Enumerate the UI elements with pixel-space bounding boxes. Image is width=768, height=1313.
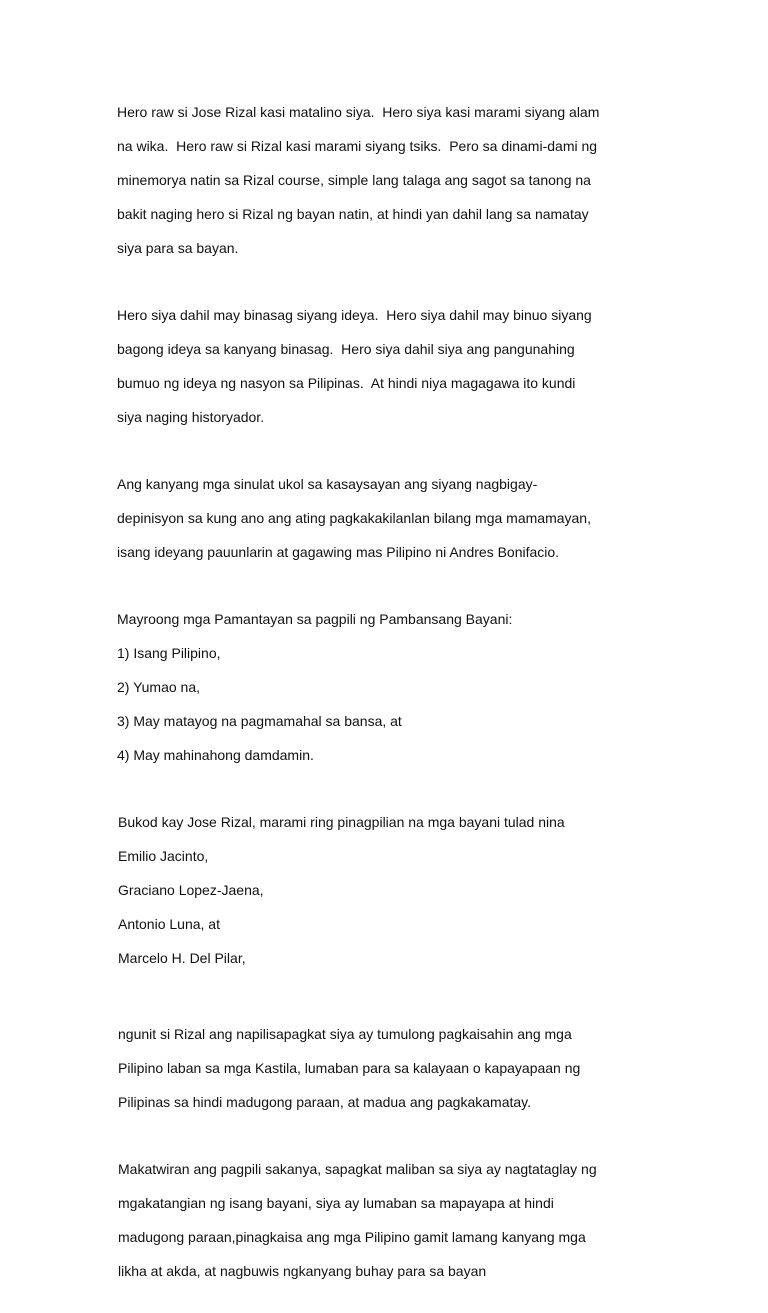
list-item: 3) May matayog na pagmamahal sa bansa, at	[117, 713, 402, 729]
paragraph-3	[117, 459, 677, 578]
text-line: bakit naging hero si Rizal ng bayan natin, at hindi yan dahil lang sa namatay	[117, 206, 589, 222]
heroes-list	[117, 797, 677, 984]
list-heading: Bukod kay Jose Rizal, marami ring pinagpilian na mga bayani tulad nina	[118, 814, 565, 830]
text-line: ngunit si Rizal ang napilisapagkat siya ay tumulong pagkaisahin ang mga	[118, 1026, 572, 1042]
list-item: Antonio Luna, at	[118, 916, 220, 932]
text-line: na wika. Hero raw si Rizal kasi marami siyang tsiks. Pero sa dinami-dami ng	[117, 138, 598, 154]
text-line: madugong paraan,pinagkaisa ang mga Pilipino gamit lamang kanyang mga	[118, 1229, 586, 1245]
paragraph-2	[117, 290, 677, 443]
text-line: Hero raw si Jose Rizal kasi matalino siya. Hero siya kasi marami siyang alam	[117, 104, 600, 120]
list-item: 1) Isang Pilipino,	[117, 645, 221, 661]
text-line: likha at akda, at nagbuwis ngkanyang buhay para sa bayan	[118, 1263, 487, 1279]
text-line: Pilipino laban sa mga Kastila, lumaban para sa kalayaan o kapayapaan ng	[118, 1060, 581, 1076]
paragraph-6	[117, 1009, 677, 1128]
text-line: siya para sa bayan.	[117, 240, 239, 256]
text-line: mgakatangian ng isang bayani, siya ay lumaban sa mapayapa at hindi	[118, 1195, 554, 1211]
text-line: depinisyon sa kung ano ang ating pagkakakilanlan bilang mga mamamayan,	[117, 510, 591, 526]
list-item: Marcelo H. Del Pilar,	[118, 950, 246, 966]
text-line: Ang kanyang mga sinulat ukol sa kasaysayan ang siyang nagbigay-	[117, 476, 538, 492]
paragraph-1	[117, 87, 677, 274]
document-body	[117, 87, 677, 1313]
criteria-list	[117, 594, 677, 781]
text-line: minemorya natin sa Rizal course, simple lang talaga ang sagot sa tanong na	[117, 172, 591, 188]
text-line: Pilipinas sa hindi madugong paraan, at madua ang pagkakamatay.	[118, 1094, 532, 1110]
text-line: bagong ideya sa kanyang binasag. Hero siya dahil siya ang pangunahing	[117, 341, 575, 357]
text-line: Hero siya dahil may binasag siyang ideya. Hero siya dahil may binuo siyang	[117, 307, 592, 323]
list-item: 2) Yumao na,	[117, 679, 201, 695]
list-heading: Mayroong mga Pamantayan sa pagpili ng Pambansang Bayani:	[117, 611, 513, 627]
text-line: Makatwiran ang pagpili sakanya, sapagkat maliban sa siya ay nagtataglay ng	[118, 1161, 597, 1177]
text-line: isang ideyang pauunlarin at gagawing mas Pilipino ni Andres Bonifacio.	[117, 544, 560, 560]
text-line: siya naging historyador.	[117, 409, 265, 425]
list-item: 4) May mahinahong damdamin.	[117, 747, 314, 763]
text-line: bumuo ng ideya ng nasyon sa Pilipinas. At hindi niya magagawa ito kundi	[117, 375, 576, 391]
list-item: Emilio Jacinto,	[118, 848, 209, 864]
list-item: Graciano Lopez-Jaena,	[118, 882, 264, 898]
paragraph-7	[117, 1144, 677, 1297]
